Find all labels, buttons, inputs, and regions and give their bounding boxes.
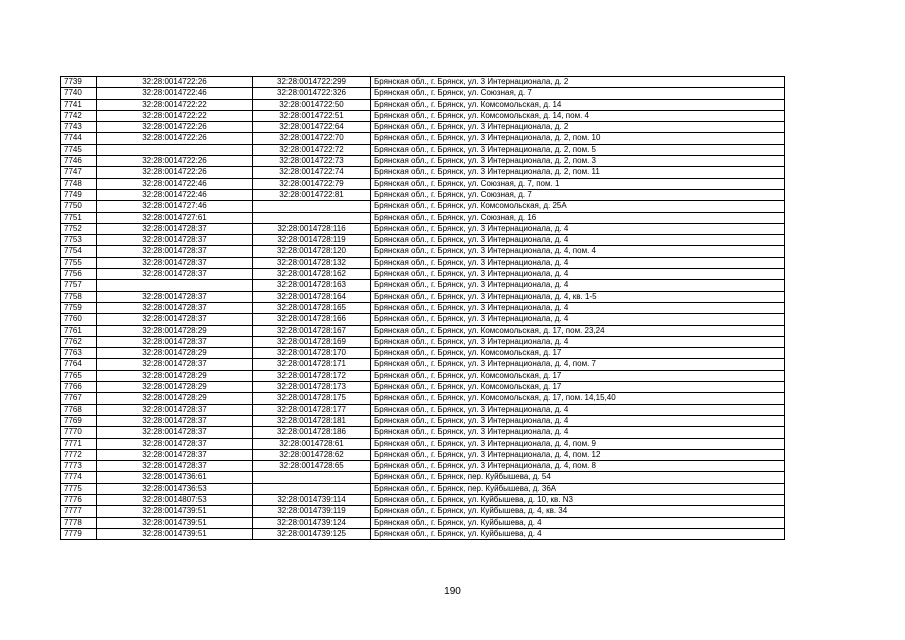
parcel-cadastral-number-cell: 32:28:0014727:61 <box>97 212 253 223</box>
table-row <box>61 257 785 268</box>
object-cadastral-number-cell <box>253 212 371 223</box>
row-number-cell: 7764 <box>61 359 97 370</box>
object-cadastral-number-cell: 32:28:0014722:50 <box>253 99 371 110</box>
row-number-cell: 7753 <box>61 235 97 246</box>
object-cadastral-number-cell: 32:28:0014728:181 <box>253 415 371 426</box>
row-number-cell: 7758 <box>61 291 97 302</box>
object-cadastral-number-cell: 32:28:0014728:120 <box>253 246 371 257</box>
address-cell: Брянская обл., г. Брянск, ул. 3 Интернационала, д. 4, пом. 7 <box>371 359 785 370</box>
table-row <box>61 528 785 539</box>
object-cadastral-number-cell: 32:28:0014739:114 <box>253 494 371 505</box>
parcel-cadastral-number-cell: 32:28:0014728:37 <box>97 246 253 257</box>
row-number-cell: 7774 <box>61 472 97 483</box>
row-number-cell: 7769 <box>61 415 97 426</box>
parcel-cadastral-number-cell: 32:28:0014728:37 <box>97 449 253 460</box>
object-cadastral-number-cell <box>253 483 371 494</box>
parcel-cadastral-number-cell: 32:28:0014722:26 <box>97 133 253 144</box>
address-cell: Брянская обл., г. Брянск, ул. 3 Интернационала, д. 4, пом. 9 <box>371 438 785 449</box>
object-cadastral-number-cell: 32:28:0014728:171 <box>253 359 371 370</box>
row-number-cell: 7762 <box>61 336 97 347</box>
object-cadastral-number-cell: 32:28:0014728:170 <box>253 348 371 359</box>
parcel-cadastral-number-cell: 32:28:0014728:37 <box>97 269 253 280</box>
parcel-cadastral-number-cell: 32:28:0014728:37 <box>97 291 253 302</box>
object-cadastral-number-cell: 32:28:0014728:116 <box>253 223 371 234</box>
parcel-cadastral-number-cell: 32:28:0014728:29 <box>97 393 253 404</box>
object-cadastral-number-cell: 32:28:0014722:64 <box>253 122 371 133</box>
row-number-cell: 7777 <box>61 506 97 517</box>
row-number-cell: 7775 <box>61 483 97 494</box>
row-number-cell: 7772 <box>61 449 97 460</box>
table-row <box>61 359 785 370</box>
parcel-cadastral-number-cell: 32:28:0014722:26 <box>97 77 253 88</box>
parcel-cadastral-number-cell: 32:28:0014739:51 <box>97 506 253 517</box>
row-number-cell: 7778 <box>61 517 97 528</box>
parcel-cadastral-number-cell: 32:28:0014728:37 <box>97 314 253 325</box>
parcel-cadastral-number-cell: 32:28:0014722:46 <box>97 189 253 200</box>
address-cell: Брянская обл., г. Брянск, ул. 3 Интернационала, д. 4 <box>371 257 785 268</box>
address-cell: Брянская обл., г. Брянск, пер. Куйбышева, д. 54 <box>371 472 785 483</box>
address-cell: Брянская обл., г. Брянск, ул. 3 Интернационала, д. 4 <box>371 223 785 234</box>
table-row <box>61 517 785 528</box>
object-cadastral-number-cell: 32:28:0014722:51 <box>253 110 371 121</box>
parcel-cadastral-number-cell: 32:28:0014728:37 <box>97 223 253 234</box>
object-cadastral-number-cell: 32:28:0014728:172 <box>253 370 371 381</box>
address-cell: Брянская обл., г. Брянск, ул. 3 Интернационала, д. 4 <box>371 427 785 438</box>
object-cadastral-number-cell: 32:28:0014722:299 <box>253 77 371 88</box>
object-cadastral-number-cell: 32:28:0014722:73 <box>253 156 371 167</box>
address-cell: Брянская обл., г. Брянск, ул. 3 Интернационала, д. 2 <box>371 77 785 88</box>
row-number-cell: 7771 <box>61 438 97 449</box>
parcel-cadastral-number-cell: 32:28:0014722:22 <box>97 110 253 121</box>
object-cadastral-number-cell: 32:28:0014728:62 <box>253 449 371 460</box>
parcel-cadastral-number-cell: 32:28:0014728:29 <box>97 382 253 393</box>
parcel-cadastral-number-cell: 32:28:0014722:26 <box>97 156 253 167</box>
address-cell: Брянская обл., г. Брянск, ул. 3 Интернационала, д. 4 <box>371 336 785 347</box>
parcel-cadastral-number-cell: 32:28:0014722:22 <box>97 99 253 110</box>
object-cadastral-number-cell: 32:28:0014728:169 <box>253 336 371 347</box>
parcel-cadastral-number-cell: 32:28:0014728:29 <box>97 348 253 359</box>
object-cadastral-number-cell: 32:28:0014722:70 <box>253 133 371 144</box>
parcel-cadastral-number-cell: 32:28:0014728:37 <box>97 302 253 313</box>
row-number-cell: 7756 <box>61 269 97 280</box>
row-number-cell: 7747 <box>61 167 97 178</box>
page-number: 190 <box>444 586 461 597</box>
table-row <box>61 348 785 359</box>
address-cell: Брянская обл., г. Брянск, ул. Куйбышева, д. 10, кв. N3 <box>371 494 785 505</box>
row-number-cell: 7748 <box>61 178 97 189</box>
table-row <box>61 99 785 110</box>
row-number-cell: 7776 <box>61 494 97 505</box>
parcel-cadastral-number-cell: 32:28:0014736:53 <box>97 483 253 494</box>
table-row <box>61 291 785 302</box>
parcel-cadastral-number-cell: 32:28:0014727:46 <box>97 201 253 212</box>
object-cadastral-number-cell: 32:28:0014728:65 <box>253 461 371 472</box>
table-row <box>61 122 785 133</box>
table-row <box>61 77 785 88</box>
row-number-cell: 7752 <box>61 223 97 234</box>
table-row <box>61 201 785 212</box>
parcel-cadastral-number-cell <box>97 144 253 155</box>
address-cell: Брянская обл., г. Брянск, ул. 3 Интернационала, д. 4, кв. 1-5 <box>371 291 785 302</box>
table-row <box>61 427 785 438</box>
address-cell: Брянская обл., г. Брянск, ул. Куйбышева, д. 4, кв. 34 <box>371 506 785 517</box>
object-cadastral-number-cell: 32:28:0014728:165 <box>253 302 371 313</box>
parcel-cadastral-number-cell: 32:28:0014722:46 <box>97 178 253 189</box>
address-cell: Брянская обл., г. Брянск, ул. Комсомольская, д. 17, пом. 23,24 <box>371 325 785 336</box>
table-row <box>61 393 785 404</box>
address-cell: Брянская обл., г. Брянск, ул. Комсомольская, д. 17 <box>371 348 785 359</box>
object-cadastral-number-cell <box>253 201 371 212</box>
row-number-cell: 7743 <box>61 122 97 133</box>
parcel-cadastral-number-cell: 32:28:0014739:51 <box>97 528 253 539</box>
row-number-cell: 7755 <box>61 257 97 268</box>
table-row <box>61 110 785 121</box>
registry-table-body <box>61 77 785 540</box>
object-cadastral-number-cell: 32:28:0014722:74 <box>253 167 371 178</box>
table-row <box>61 494 785 505</box>
address-cell: Брянская обл., г. Брянск, ул. 3 Интернационала, д. 4 <box>371 302 785 313</box>
table-row <box>61 212 785 223</box>
parcel-cadastral-number-cell: 32:28:0014736:61 <box>97 472 253 483</box>
object-cadastral-number-cell: 32:28:0014722:79 <box>253 178 371 189</box>
row-number-cell: 7739 <box>61 77 97 88</box>
address-cell: Брянская обл., г. Брянск, ул. Комсомольская, д. 25А <box>371 201 785 212</box>
row-number-cell: 7740 <box>61 88 97 99</box>
row-number-cell: 7750 <box>61 201 97 212</box>
address-cell: Брянская обл., г. Брянск, пер. Куйбышева, д. 36А <box>371 483 785 494</box>
property-registry-table <box>60 76 785 540</box>
object-cadastral-number-cell: 32:28:0014739:119 <box>253 506 371 517</box>
table-row <box>61 483 785 494</box>
address-cell: Брянская обл., г. Брянск, ул. Союзная, д. 16 <box>371 212 785 223</box>
parcel-cadastral-number-cell: 32:28:0014739:51 <box>97 517 253 528</box>
address-cell: Брянская обл., г. Брянск, ул. Комсомольская, д. 17, пом. 14,15,40 <box>371 393 785 404</box>
row-number-cell: 7766 <box>61 382 97 393</box>
object-cadastral-number-cell: 32:28:0014728:167 <box>253 325 371 336</box>
table-row <box>61 246 785 257</box>
address-cell: Брянская обл., г. Брянск, ул. 3 Интернационала, д. 2 <box>371 122 785 133</box>
parcel-cadastral-number-cell: 32:28:0014728:37 <box>97 257 253 268</box>
table-row <box>61 438 785 449</box>
parcel-cadastral-number-cell: 32:28:0014728:37 <box>97 235 253 246</box>
object-cadastral-number-cell: 32:28:0014728:162 <box>253 269 371 280</box>
parcel-cadastral-number-cell <box>97 280 253 291</box>
table-row <box>61 167 785 178</box>
address-cell: Брянская обл., г. Брянск, ул. 3 Интернационала, д. 4, пом. 8 <box>371 461 785 472</box>
row-number-cell: 7754 <box>61 246 97 257</box>
parcel-cadastral-number-cell: 32:28:0014807:53 <box>97 494 253 505</box>
row-number-cell: 7767 <box>61 393 97 404</box>
table-row <box>61 449 785 460</box>
object-cadastral-number-cell: 32:28:0014722:81 <box>253 189 371 200</box>
address-cell: Брянская обл., г. Брянск, ул. 3 Интернационала, д. 2, пом. 3 <box>371 156 785 167</box>
table-row <box>61 269 785 280</box>
object-cadastral-number-cell: 32:28:0014728:61 <box>253 438 371 449</box>
address-cell: Брянская обл., г. Брянск, ул. Комсомольская, д. 17 <box>371 382 785 393</box>
address-cell: Брянская обл., г. Брянск, ул. Куйбышева, д. 4 <box>371 517 785 528</box>
row-number-cell: 7770 <box>61 427 97 438</box>
row-number-cell: 7742 <box>61 110 97 121</box>
parcel-cadastral-number-cell: 32:28:0014728:37 <box>97 404 253 415</box>
row-number-cell: 7741 <box>61 99 97 110</box>
table-row <box>61 382 785 393</box>
table-row <box>61 415 785 426</box>
address-cell: Брянская обл., г. Брянск, ул. 3 Интернационала, д. 4 <box>371 404 785 415</box>
table-row <box>61 88 785 99</box>
table-row <box>61 223 785 234</box>
object-cadastral-number-cell: 32:28:0014728:164 <box>253 291 371 302</box>
parcel-cadastral-number-cell: 32:28:0014728:37 <box>97 461 253 472</box>
table-row <box>61 461 785 472</box>
table-row <box>61 314 785 325</box>
table-row <box>61 178 785 189</box>
object-cadastral-number-cell: 32:28:0014728:175 <box>253 393 371 404</box>
address-cell: Брянская обл., г. Брянск, ул. 3 Интернационала, д. 4 <box>371 235 785 246</box>
table-row <box>61 302 785 313</box>
row-number-cell: 7749 <box>61 189 97 200</box>
address-cell: Брянская обл., г. Брянск, ул. Союзная, д. 7 <box>371 189 785 200</box>
table-row <box>61 235 785 246</box>
table-row <box>61 156 785 167</box>
object-cadastral-number-cell: 32:28:0014728:132 <box>253 257 371 268</box>
address-cell: Брянская обл., г. Брянск, ул. Комсомольская, д. 17 <box>371 370 785 381</box>
address-cell: Брянская обл., г. Брянск, ул. Союзная, д. 7 <box>371 88 785 99</box>
object-cadastral-number-cell: 32:28:0014739:125 <box>253 528 371 539</box>
object-cadastral-number-cell: 32:28:0014728:166 <box>253 314 371 325</box>
table-row <box>61 325 785 336</box>
parcel-cadastral-number-cell: 32:28:0014722:26 <box>97 167 253 178</box>
row-number-cell: 7779 <box>61 528 97 539</box>
row-number-cell: 7757 <box>61 280 97 291</box>
table-row <box>61 280 785 291</box>
table-row <box>61 189 785 200</box>
row-number-cell: 7763 <box>61 348 97 359</box>
address-cell: Брянская обл., г. Брянск, ул. 3 Интернационала, д. 4 <box>371 269 785 280</box>
row-number-cell: 7761 <box>61 325 97 336</box>
parcel-cadastral-number-cell: 32:28:0014728:37 <box>97 438 253 449</box>
table-row <box>61 144 785 155</box>
row-number-cell: 7773 <box>61 461 97 472</box>
object-cadastral-number-cell: 32:28:0014728:177 <box>253 404 371 415</box>
address-cell: Брянская обл., г. Брянск, ул. 3 Интернационала, д. 2, пом. 11 <box>371 167 785 178</box>
address-cell: Брянская обл., г. Брянск, ул. Союзная, д. 7, пом. 1 <box>371 178 785 189</box>
row-number-cell: 7744 <box>61 133 97 144</box>
object-cadastral-number-cell: 32:28:0014728:163 <box>253 280 371 291</box>
parcel-cadastral-number-cell: 32:28:0014728:37 <box>97 359 253 370</box>
row-number-cell: 7746 <box>61 156 97 167</box>
address-cell: Брянская обл., г. Брянск, ул. 3 Интернационала, д. 4 <box>371 280 785 291</box>
object-cadastral-number-cell: 32:28:0014728:186 <box>253 427 371 438</box>
table-row <box>61 370 785 381</box>
object-cadastral-number-cell: 32:28:0014728:119 <box>253 235 371 246</box>
address-cell: Брянская обл., г. Брянск, ул. Комсомольская, д. 14 <box>371 99 785 110</box>
table-row <box>61 506 785 517</box>
address-cell: Брянская обл., г. Брянск, ул. 3 Интернационала, д. 4 <box>371 314 785 325</box>
address-cell: Брянская обл., г. Брянск, ул. 3 Интернационала, д. 4, пом. 12 <box>371 449 785 460</box>
table-row <box>61 336 785 347</box>
object-cadastral-number-cell: 32:28:0014722:72 <box>253 144 371 155</box>
table-row <box>61 404 785 415</box>
table-row <box>61 472 785 483</box>
address-cell: Брянская обл., г. Брянск, ул. 3 Интернационала, д. 4 <box>371 415 785 426</box>
row-number-cell: 7768 <box>61 404 97 415</box>
object-cadastral-number-cell: 32:28:0014728:173 <box>253 382 371 393</box>
row-number-cell: 7765 <box>61 370 97 381</box>
table-row <box>61 133 785 144</box>
object-cadastral-number-cell: 32:28:0014722:326 <box>253 88 371 99</box>
row-number-cell: 7751 <box>61 212 97 223</box>
parcel-cadastral-number-cell: 32:28:0014728:37 <box>97 427 253 438</box>
address-cell: Брянская обл., г. Брянск, ул. Комсомольская, д. 14, пом. 4 <box>371 110 785 121</box>
parcel-cadastral-number-cell: 32:28:0014728:37 <box>97 336 253 347</box>
address-cell: Брянская обл., г. Брянск, ул. 3 Интернационала, д. 4, пом. 4 <box>371 246 785 257</box>
object-cadastral-number-cell <box>253 472 371 483</box>
row-number-cell: 7745 <box>61 144 97 155</box>
object-cadastral-number-cell: 32:28:0014739:124 <box>253 517 371 528</box>
parcel-cadastral-number-cell: 32:28:0014728:29 <box>97 370 253 381</box>
row-number-cell: 7760 <box>61 314 97 325</box>
parcel-cadastral-number-cell: 32:28:0014728:37 <box>97 415 253 426</box>
parcel-cadastral-number-cell: 32:28:0014722:26 <box>97 122 253 133</box>
address-cell: Брянская обл., г. Брянск, ул. 3 Интернационала, д. 2, пом. 5 <box>371 144 785 155</box>
parcel-cadastral-number-cell: 32:28:0014728:29 <box>97 325 253 336</box>
address-cell: Брянская обл., г. Брянск, ул. 3 Интернационала, д. 2, пом. 10 <box>371 133 785 144</box>
parcel-cadastral-number-cell: 32:28:0014722:46 <box>97 88 253 99</box>
row-number-cell: 7759 <box>61 302 97 313</box>
address-cell: Брянская обл., г. Брянск, ул. Куйбышева, д. 4 <box>371 528 785 539</box>
